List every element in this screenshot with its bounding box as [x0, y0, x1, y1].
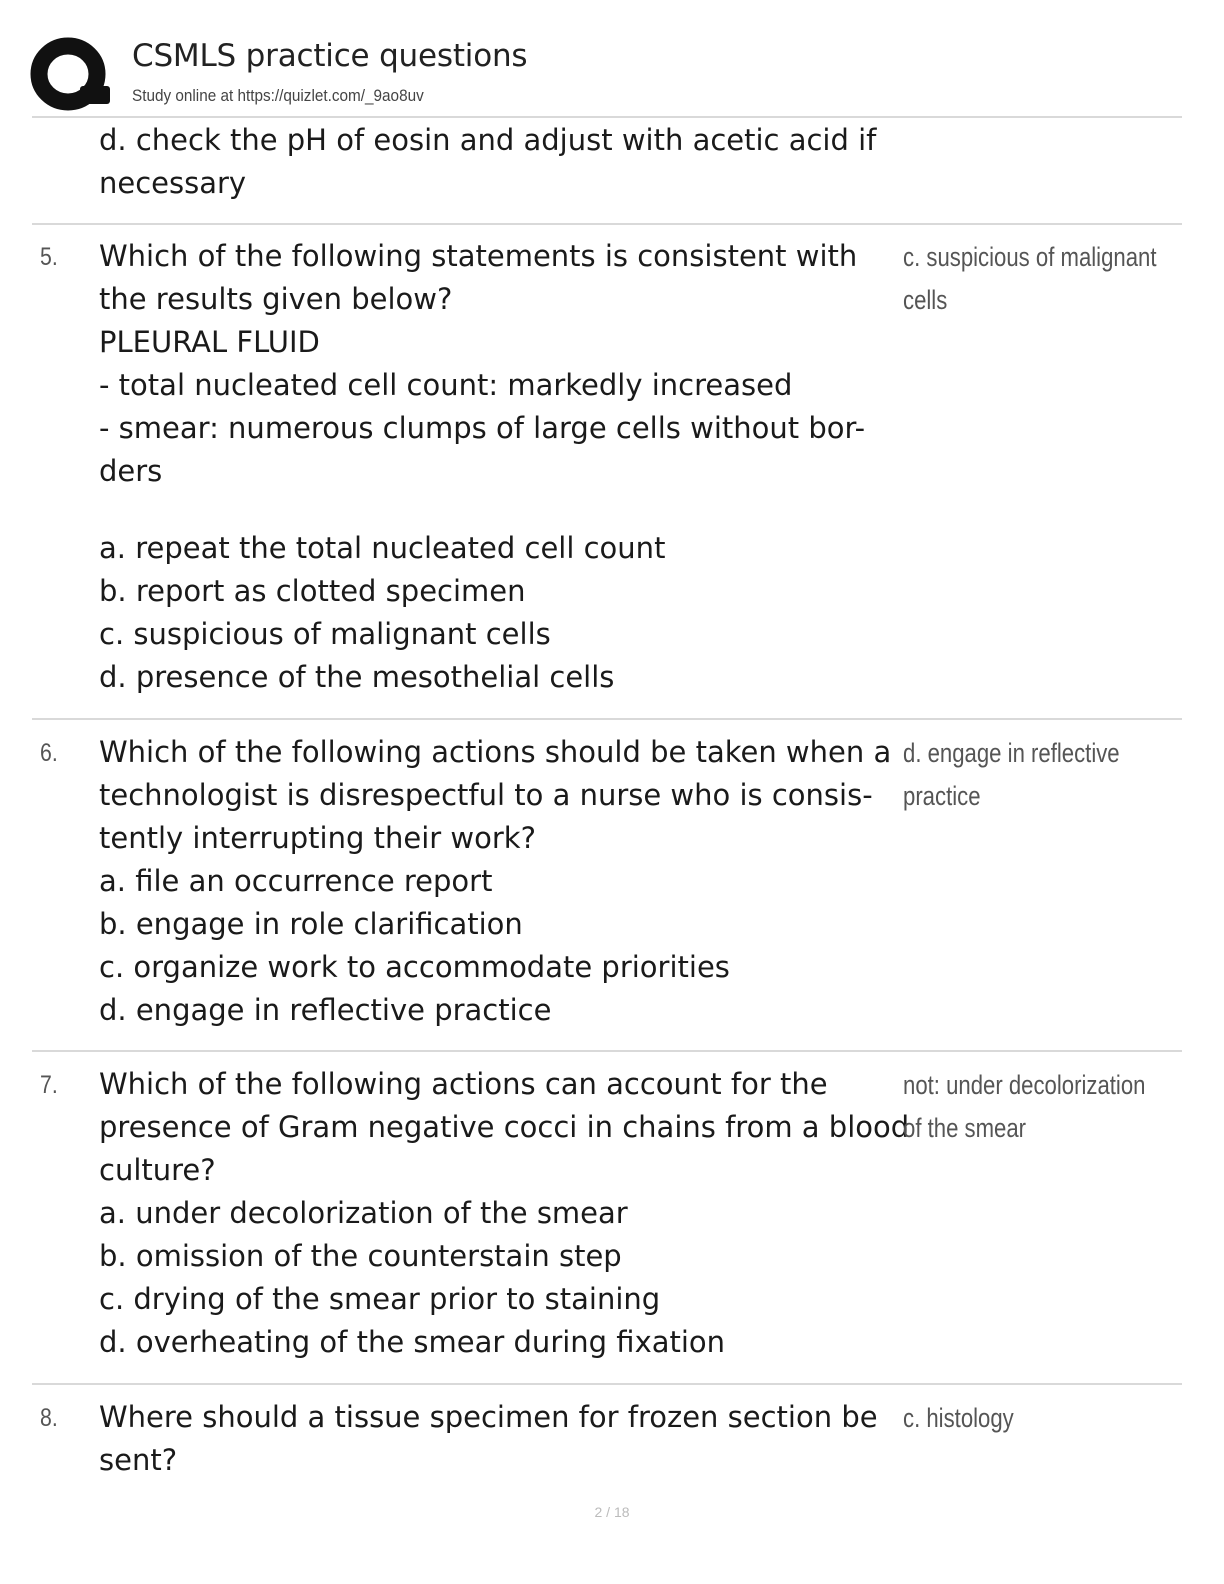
question-line: Where should a tissue specimen for frozen section be — [99, 1400, 878, 1434]
question-5-answer — [903, 236, 1157, 322]
question-line: technologist is disrespectful to a nurse who is consis- — [99, 778, 873, 812]
question-line: sent? — [99, 1443, 178, 1477]
option-line: b. engage in role clarification — [99, 907, 523, 941]
question-line: - smear: numerous clumps of large cells without bor- — [99, 411, 866, 445]
option-line: a. repeat the total nucleated cell count — [99, 531, 666, 565]
option-line: a. under decolorization of the smear — [99, 1196, 628, 1230]
answer-line: not: under decolorization — [903, 1070, 1146, 1100]
question-line: tently interrupting their work? — [99, 821, 536, 855]
answer-line: c. suspicious of malignant — [903, 242, 1157, 272]
page-number: 2 / 18 — [594, 1504, 630, 1520]
question-line: the results given below? — [99, 282, 453, 316]
question-8-text — [99, 1396, 899, 1482]
header-divider — [32, 116, 1182, 118]
question-divider — [32, 223, 1182, 225]
option-line: a. file an occurrence report — [99, 864, 493, 898]
answer-line: practice — [903, 781, 981, 811]
question-line: presence of Gram negative cocci in chains from a blood — [99, 1110, 910, 1144]
question-6-answer — [903, 732, 1124, 818]
question-line: - total nucleated cell count: markedly increased — [99, 368, 793, 402]
question-line: PLEURAL FLUID — [99, 325, 320, 359]
question-7-answer — [903, 1064, 1146, 1150]
option-line: d. presence of the mesothelial cells — [99, 660, 615, 694]
option-line: b. report as clotted specimen — [99, 574, 526, 608]
question-8-answer — [903, 1397, 1124, 1440]
answer-line: c. histology — [903, 1403, 1014, 1433]
document-title: CSMLS practice questions — [132, 38, 528, 74]
carryover-option — [99, 119, 899, 205]
question-number: 5. — [40, 243, 58, 271]
option-line: c. suspicious of malignant cells — [99, 617, 551, 651]
question-divider — [32, 1383, 1182, 1385]
question-5-text — [99, 235, 899, 699]
study-online-link[interactable]: Study online at https://quizlet.com/_9ao8uv — [132, 86, 424, 105]
option-line: d. overheating of the smear during fixation — [99, 1325, 726, 1359]
carryover-line: necessary — [99, 166, 247, 200]
option-line: c. organize work to accommodate priorities — [99, 950, 730, 984]
question-line: culture? — [99, 1153, 216, 1187]
question-number: 6. — [40, 739, 58, 767]
option-line: c. drying of the smear prior to staining — [99, 1282, 661, 1316]
question-6-text — [99, 731, 899, 1032]
option-line: b. omission of the counterstain step — [99, 1239, 622, 1273]
answer-line: d. engage in reflective — [903, 738, 1120, 768]
question-line: ders — [99, 454, 163, 488]
answer-line: of the smear — [903, 1113, 1027, 1143]
question-line: Which of the following statements is consistent with — [99, 239, 858, 273]
question-line: Which of the following actions can account for the — [99, 1067, 828, 1101]
question-line: Which of the following actions should be taken when a — [99, 735, 892, 769]
quizlet-logo-icon — [30, 36, 112, 112]
question-number: 8. — [40, 1404, 58, 1432]
question-7-text — [99, 1063, 910, 1364]
answer-line: cells — [903, 285, 948, 315]
question-number: 7. — [40, 1071, 58, 1099]
carryover-line: d. check the pH of eosin and adjust with acetic acid if — [99, 123, 877, 157]
option-line: d. engage in reflective practice — [99, 993, 552, 1027]
question-divider — [32, 718, 1182, 720]
question-divider — [32, 1050, 1182, 1052]
